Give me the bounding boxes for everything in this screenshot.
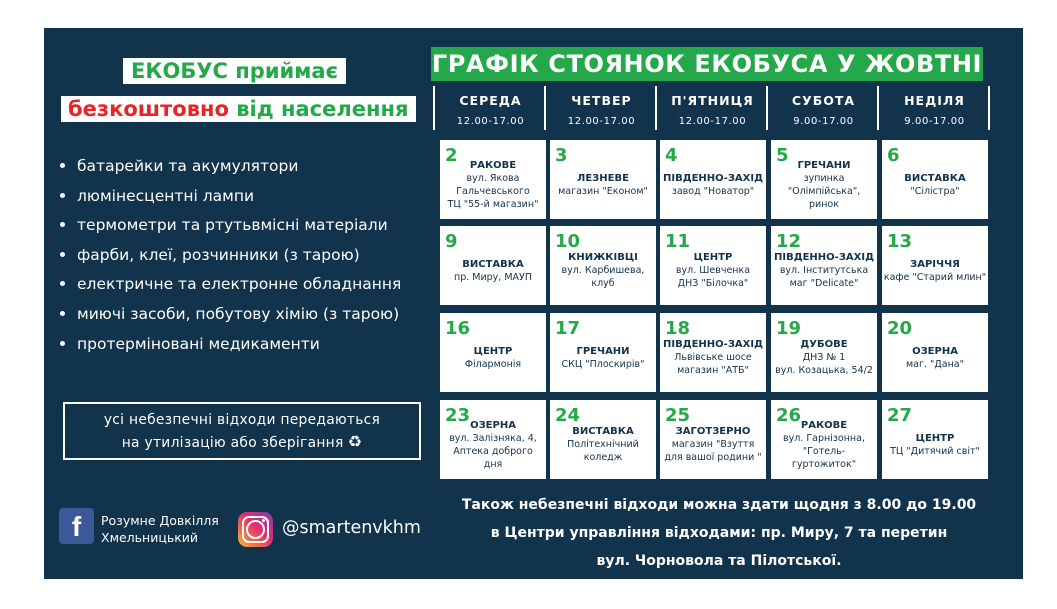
bullet-icon (60, 252, 65, 257)
schedule-cell (660, 226, 766, 305)
facebook-page-name[interactable] (101, 512, 219, 546)
bullet-icon (60, 163, 65, 168)
stop-address-line: клуб (591, 278, 615, 289)
bullet-icon (60, 281, 65, 286)
stop-info (660, 251, 766, 290)
schedule-cell (440, 226, 546, 305)
stop-address-line: вул. Козацька, 54/2 (775, 365, 873, 376)
hazard-notice-line2-text: на утилізацію або зберігання (121, 435, 344, 451)
stop-info (660, 425, 766, 464)
district-name: ВИСТАВКА (572, 426, 634, 437)
district-name: ЗАРІЧЧЯ (910, 259, 960, 270)
stop-info (771, 419, 877, 471)
list-item-text: люмінесцентні лампи (77, 186, 255, 205)
list-item-text: термометри та ртутьвмісні матеріали (77, 216, 388, 235)
day-name: ЧЕТВЕР (571, 93, 632, 108)
bullet-icon (60, 222, 65, 227)
district-name: ДУБОВЕ (800, 339, 848, 350)
list-item (58, 182, 401, 212)
list-item (58, 241, 401, 271)
schedule-cell (771, 313, 877, 392)
district-name: РАКОВЕ (469, 160, 517, 171)
day-header (657, 86, 768, 130)
stop-address-line: ДНЗ № 1 (802, 352, 846, 363)
bullet-icon (60, 341, 65, 346)
list-item (58, 330, 401, 360)
stop-info (771, 338, 877, 377)
left-panel (44, 28, 434, 579)
schedule-cell (660, 400, 766, 479)
stop-info (440, 159, 546, 211)
date-number: 20 (887, 318, 913, 339)
stop-address-line: СКЦ "Плоскирів" (561, 359, 645, 370)
date-number: 6 (887, 145, 900, 166)
stop-info (882, 172, 988, 198)
date-number: 23 (445, 405, 471, 426)
stop-info (771, 251, 877, 290)
stop-address-line: вул. Карбишева, (561, 265, 645, 276)
district-name: ВИСТАВКА (462, 259, 524, 270)
schedule-cell (882, 140, 988, 219)
day-hours: 12.00-17.00 (456, 116, 525, 127)
day-name: НЕДІЛЯ (904, 93, 965, 108)
stop-address-line: магазин "Взуття (671, 439, 755, 450)
schedule-cell (550, 226, 656, 305)
district-name: РАКОВЕ (800, 420, 848, 431)
header-divider (655, 86, 657, 130)
date-number: 5 (776, 145, 789, 166)
stop-info (882, 258, 988, 284)
schedule-cell (771, 226, 877, 305)
date-number: 25 (665, 405, 691, 426)
poster (44, 28, 1023, 579)
stop-address-line: маг "Delicate" (789, 278, 859, 289)
stop-address-line: пр. Миру, МАУП (454, 272, 532, 283)
schedule-cell (440, 400, 546, 479)
stop-address-line: дня (483, 459, 503, 470)
date-number: 13 (887, 231, 913, 252)
day-name: П'ЯТНИЦЯ (671, 93, 754, 108)
date-number: 17 (555, 318, 581, 339)
instagram-handle[interactable]: @smartenvkhm (282, 518, 421, 538)
stop-address-line: гуртожиток" (791, 459, 857, 470)
day-hours: 9.00-17.00 (793, 116, 854, 127)
header-divider (544, 86, 546, 130)
district-name: ПІВДЕННО-ЗАХІД (773, 252, 875, 263)
stop-address-line: ринок (809, 199, 839, 210)
district-name: ЗАГОТЗЕРНО (675, 426, 751, 437)
schedule-title: ГРАФІК СТОЯНОК ЕКОБУСА У ЖОВТНІ (431, 47, 983, 81)
stop-address-line: Аптека доброго (453, 446, 533, 457)
header-divider (877, 86, 879, 130)
date-number: 16 (445, 318, 471, 339)
header-divider (433, 86, 435, 130)
stop-info (440, 258, 546, 284)
day-name: СЕРЕДА (459, 93, 522, 108)
list-item-text: миючі засоби, побутову хімію (з тарою) (77, 304, 400, 323)
date-number: 18 (665, 318, 691, 339)
stop-info (882, 432, 988, 458)
district-name: ГРЕЧАНИ (576, 346, 630, 357)
accepted-items-list (58, 152, 401, 359)
date-number: 27 (887, 405, 913, 426)
hazard-notice-line2 (65, 431, 419, 454)
headline-from-population: від населення (228, 97, 409, 121)
stop-address-line: вул. Залізняка, 4, (449, 433, 537, 444)
schedule-cell (882, 400, 988, 479)
district-name: ЦЕНТР (693, 252, 733, 263)
stop-address-line: Політехнічний (567, 439, 639, 450)
district-name: ВИСТАВКА (904, 173, 966, 184)
stop-address-line: "Готель- (802, 446, 846, 457)
stop-info (440, 345, 546, 371)
stop-address-line: ДНЗ "Білочка" (677, 278, 749, 289)
stop-info (440, 419, 546, 471)
headline-line2 (61, 96, 416, 122)
list-item (58, 300, 401, 330)
day-hours: 9.00-17.00 (904, 116, 965, 127)
date-number: 11 (665, 231, 691, 252)
date-number: 24 (555, 405, 581, 426)
stop-address-line: завод "Новатор" (671, 186, 755, 197)
stop-address-line: "Сілістра" (910, 186, 960, 197)
schedule-cell (660, 140, 766, 219)
stop-address-line: магазин "АТБ" (677, 365, 749, 376)
district-name: ОЗЕРНА (470, 420, 516, 431)
day-header (435, 86, 546, 130)
stop-address-line: Гальчевського (456, 186, 530, 197)
district-name: ПІВДЕННО-ЗАХІД (662, 173, 764, 184)
stop-address-line: ТЦ "55-й магазин" (447, 199, 539, 210)
date-number: 9 (445, 231, 458, 252)
stop-address-line: кафе "Старий млин" (883, 272, 987, 283)
schedule-cell (771, 140, 877, 219)
stop-info (771, 159, 877, 211)
list-item (58, 270, 401, 300)
facebook-page-line2: Хмельницький (101, 530, 199, 545)
stop-address-line: ТЦ "Дитячий світ" (890, 446, 980, 457)
day-header (879, 86, 990, 130)
hazard-notice-line1: усі небезпечні відходи передаються (103, 412, 381, 428)
headline-free: безкоштовно (68, 97, 229, 121)
headline-line1: ЕКОБУС приймає (123, 58, 346, 84)
stop-address-line: Львівське шосе (674, 352, 752, 363)
footer-note (424, 491, 1014, 575)
stop-address-line: вул. Якова (466, 173, 520, 184)
hazard-notice (63, 402, 421, 460)
schedule-cell (882, 226, 988, 305)
bullet-icon (60, 311, 65, 316)
stop-info (660, 172, 766, 198)
header-divider (988, 86, 990, 130)
stop-address-line: для вашої родини " (664, 452, 762, 463)
list-item (58, 152, 401, 182)
bullet-icon (60, 193, 65, 198)
day-name: СУБОТА (791, 93, 856, 108)
facebook-page-line1: Розумне Довкілля (101, 513, 219, 528)
district-name: ПІВДЕННО-ЗАХІД (662, 339, 764, 350)
schedule-cell (771, 400, 877, 479)
stop-address-line: вул. Інститутська (779, 265, 869, 276)
date-number: 3 (555, 145, 568, 166)
schedule-cell (550, 400, 656, 479)
stop-info (550, 172, 656, 198)
stop-address-line: Філармонія (464, 359, 522, 370)
footer-line3: вул. Чорновола та Пілотської. (596, 553, 842, 569)
schedule-cell (882, 313, 988, 392)
stop-address-line: "Олімпійська", (787, 186, 861, 197)
instagram-icon[interactable] (238, 512, 273, 547)
date-number: 4 (665, 145, 678, 166)
schedule-cell (660, 313, 766, 392)
day-hours: 12.00-17.00 (678, 116, 747, 127)
district-name: ЦЕНТР (915, 433, 955, 444)
stop-address-line: магазин "Економ" (558, 186, 648, 197)
list-item-text: протерміновані медикаменти (77, 334, 320, 353)
schedule-cell (550, 140, 656, 219)
list-item (58, 211, 401, 241)
days-header (435, 86, 993, 130)
schedule-cell (550, 313, 656, 392)
stop-info (550, 425, 656, 464)
schedule-cell (440, 313, 546, 392)
date-number: 19 (776, 318, 802, 339)
recycle-icon: ♻ (347, 432, 363, 451)
day-header (546, 86, 657, 130)
footer-line2: в Центри управління відходами: пр. Миру, 7 та перетин (490, 525, 948, 541)
date-number: 26 (776, 405, 802, 426)
date-number: 12 (776, 231, 802, 252)
date-number: 10 (555, 231, 581, 252)
date-number: 2 (445, 145, 458, 166)
list-item-text: електричне та електронне обладнання (77, 275, 402, 294)
day-header (768, 86, 879, 130)
district-name: ОЗЕРНА (912, 346, 958, 357)
stop-info (882, 345, 988, 371)
footer-line1: Також небезпечні відходи можна здати щодня з 8.00 до 19.00 (461, 497, 977, 513)
stop-info (550, 345, 656, 371)
stop-address-line: вул. Гарнізонна, (783, 433, 865, 444)
district-name: ГРЕЧАНИ (797, 160, 851, 171)
list-item-text: батарейки та акумулятори (77, 157, 299, 175)
header-divider (766, 86, 768, 130)
stop-address-line: маг. "Дана" (905, 359, 965, 370)
district-name: ЛЕЗНЕВЕ (577, 173, 629, 184)
day-hours: 12.00-17.00 (567, 116, 636, 127)
schedule-cell (440, 140, 546, 219)
stop-info (660, 338, 766, 377)
list-item-text: фарби, клеї, розчинники (з тарою) (77, 245, 360, 264)
stop-address-line: вул. Шевченка (675, 265, 751, 276)
facebook-icon[interactable]: f (59, 508, 94, 544)
district-name: ЦЕНТР (473, 346, 513, 357)
stop-address-line: коледж (583, 452, 623, 463)
stop-info (550, 251, 656, 290)
district-name: КНИЖКІВЦІ (568, 252, 638, 263)
stop-address-line: зупинка (803, 173, 845, 184)
